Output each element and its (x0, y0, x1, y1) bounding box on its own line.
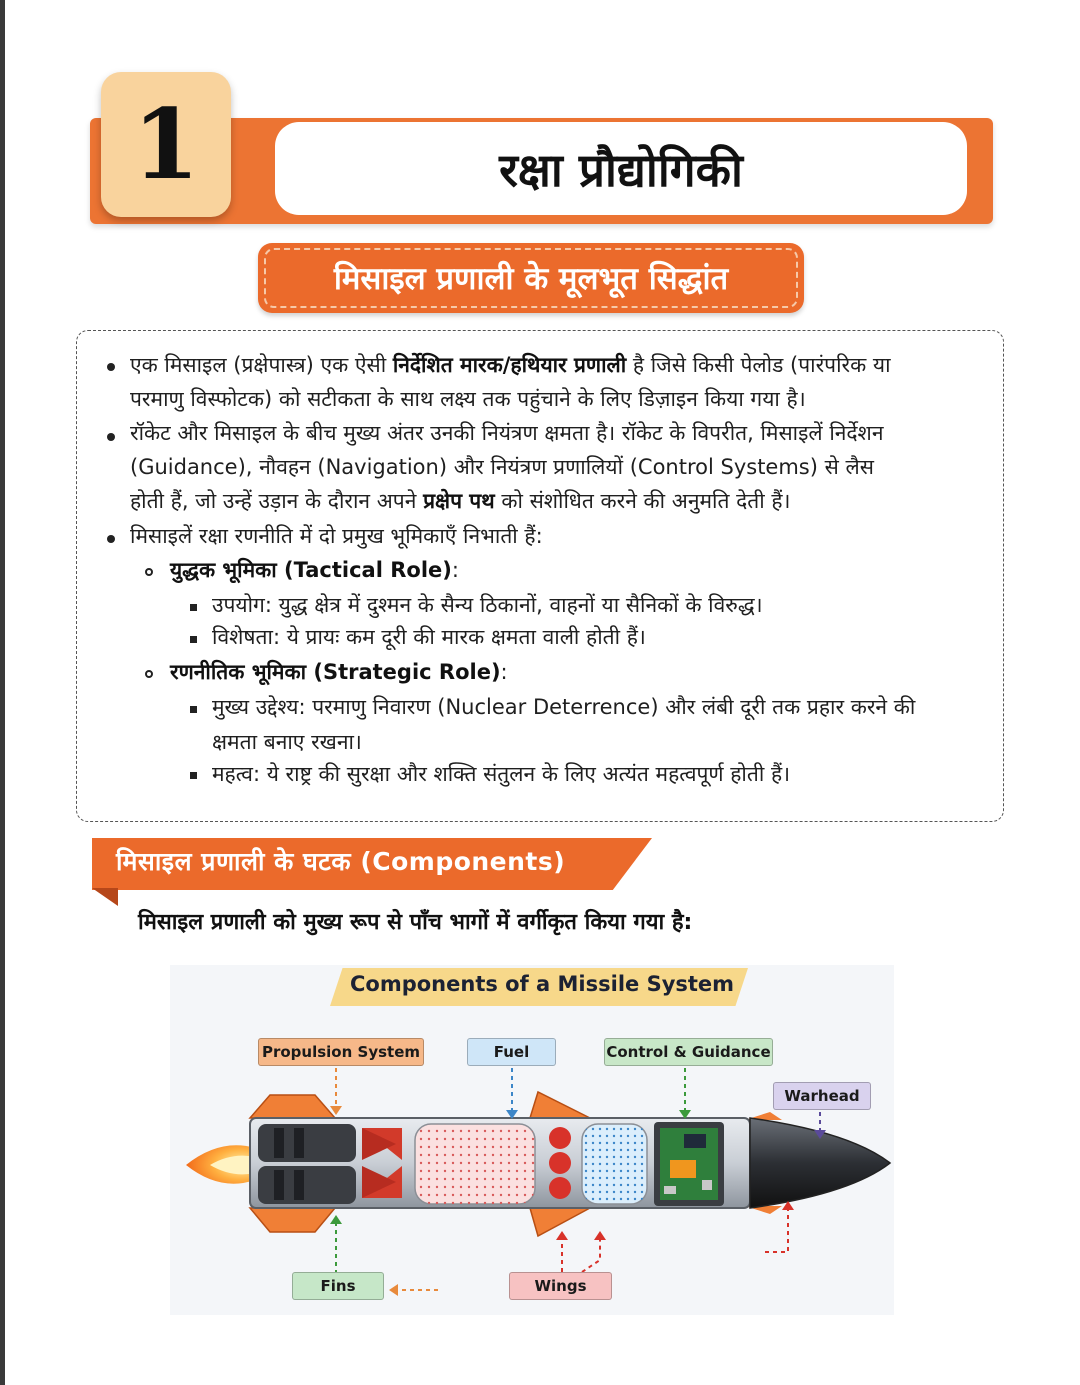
chapter-number: 1 (132, 88, 200, 201)
bold-term: प्रक्षेप पथ (423, 489, 495, 513)
guidance-circuit-board (654, 1122, 724, 1206)
label-fuel: Fuel (467, 1038, 556, 1066)
label-propulsion-system: Propulsion System (258, 1038, 424, 1066)
bullet-dot-icon (107, 363, 115, 371)
chapter-title: रक्षा प्रौद्योगिकी (499, 142, 743, 197)
bullet-square-icon (190, 636, 197, 643)
flame-icon (186, 1145, 255, 1183)
paragraph-line: परमाणु विस्फोटक) को सटीकता के साथ लक्ष्य तक पहुंचाने के लिए डिज़ाइन किया गया है। (130, 387, 806, 411)
chapter-number-box (101, 72, 231, 217)
page-edge (0, 0, 5, 1385)
label-warhead: Warhead (773, 1082, 871, 1110)
fuel-tank-red-dots (415, 1124, 535, 1204)
bullet-square-icon (190, 772, 197, 779)
bullet-circle-icon (145, 670, 153, 678)
subtitle-banner (258, 243, 804, 313)
section-intro: मिसाइल प्रणाली को मुख्य रूप से पाँच भागों में वर्गीकृत किया गया है: (138, 910, 693, 935)
text-run: एक मिसाइल (प्रक्षेपास्त्र) एक ऐसी (130, 353, 393, 377)
paragraph-line: क्षमता बनाए रखना। (212, 730, 362, 754)
bullet-dot-icon (107, 535, 115, 543)
section-heading: मिसाइल प्रणाली के घटक (Components) (116, 847, 566, 876)
paragraph-line: रॉकेट और मिसाइल के बीच मुख्य अंतर उनकी नियंत्रण क्षमता है। रॉकेट के विपरीत, मिसाइलें निर्देशन (130, 421, 884, 445)
paragraph-line: मुख्य उद्देश्य: परमाणु निवारण (Nuclear Deterrence) और लंबी दूरी तक प्रहार करने की (212, 695, 916, 719)
label-fins: Fins (292, 1272, 384, 1300)
text-run: : (500, 660, 508, 684)
bold-term: रणनीतिक भूमिका (Strategic Role) (170, 660, 501, 684)
role-heading-strategic (170, 657, 508, 687)
section-ribbon-fold (92, 888, 118, 906)
paragraph-line: (Guidance), नौवहन (Navigation) और नियंत्रण प्रणालियों (Control Systems) से लैस (130, 455, 874, 479)
text-run: होती हैं, जो उन्हें उड़ान के दौरान अपने (130, 489, 424, 513)
bullet-circle-icon (145, 568, 153, 576)
label-control-guidance: Control & Guidance (604, 1038, 773, 1066)
bullet-square-icon (190, 604, 197, 611)
paragraph-line (130, 486, 790, 516)
valve-spheres (549, 1127, 571, 1199)
bullet-dot-icon (107, 433, 115, 441)
text-run: है जिसे किसी पेलोड (पारंपरिक या (626, 353, 891, 377)
bold-term: युद्धक भूमिका (Tactical Role) (170, 558, 452, 582)
paragraph-line: उपयोग: युद्ध क्षेत्र में दुश्मन के सैन्य ठिकानों, वाहनों या सैनिकों के विरुद्ध। (212, 593, 763, 617)
subtitle-text: मिसाइल प्रणाली के मूलभूत सिद्धांत (333, 261, 729, 297)
paragraph-line (130, 350, 891, 380)
label-wings: Wings (509, 1272, 612, 1300)
text-run: को संशोधित करने की अनुमति देती हैं। (494, 489, 791, 513)
bold-term: निर्देशित मारक/हथियार प्रणाली (392, 353, 627, 377)
role-heading-tactical (170, 555, 459, 585)
paragraph-line: महत्व: ये राष्ट्र की सुरक्षा और शक्ति संतुलन के लिए अत्यंत महत्वपूर्ण होती हैं। (212, 762, 791, 786)
fuel-tank-blue-dots (582, 1124, 647, 1204)
figure-title: Components of a Missile System (350, 972, 735, 996)
bullet-square-icon (190, 706, 197, 713)
paragraph-line: विशेषता: ये प्रायः कम दूरी की मारक क्षमता वाली होती हैं। (212, 625, 646, 649)
text-run: : (451, 558, 459, 582)
subtitle-dashed-border (264, 248, 798, 308)
chapter-title-box (275, 122, 967, 215)
paragraph-line: मिसाइलें रक्षा रणनीति में दो प्रमुख भूमिकाएँ निभाती हैं: (130, 524, 543, 548)
